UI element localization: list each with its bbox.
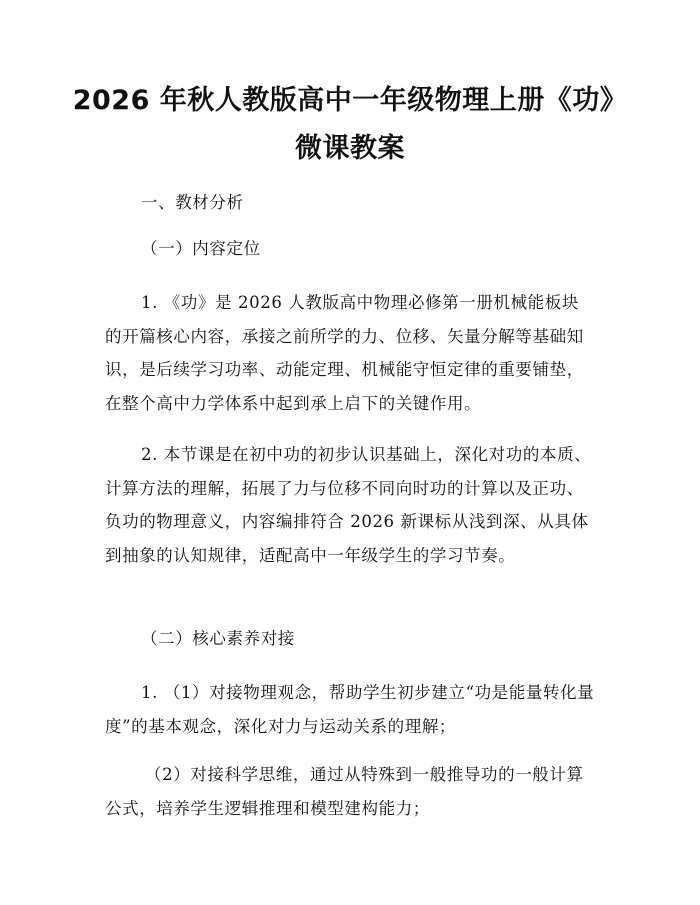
paragraph-content-positioning-2: 2. 本节课是在初中功的初步认识基础上，深化对功的本质、计算方法的理解，拓展了力与位移不同向时功的计算以及正功、负功的物理意义，内容编排符合 2026 新课标从浅到深、从具体到抽象的认知规律，适配高中一年级学生的学习节奏。 xyxy=(105,445,592,565)
subsection-heading-core-literacy: （二）核心素养对接 xyxy=(141,629,295,648)
subsection-heading-content-positioning: （一）内容定位 xyxy=(141,239,261,258)
document-title-line-1: 2026 年秋人教版高中一年级物理上册《功》 xyxy=(72,85,628,116)
paragraph-core-literacy-2: （2）对接科学思维，通过从特殊到一般推导功的一般计算公式，培养学生逻辑推理和模型建构能力； xyxy=(105,765,584,818)
document-title-line-2: 微课教案 xyxy=(295,133,405,164)
paragraph-content-positioning-1: 1. 《功》是 2026 人教版高中物理必修第一册机械能板块的开篇核心内容，承接之前所学的力、位移、矢量分解等基础知识，是后续学习功率、动能定理、机械能守恒定律的重要铺垫，在整个高中力学体系中起到承上启下的关键作用。 xyxy=(105,293,584,413)
section-heading-teaching-material-analysis: 一、教材分析 xyxy=(141,193,244,212)
paragraph-core-literacy-1: 1. （1）对接物理观念，帮助学生初步建立“功是能量转化量度”的基本观念，深化对力与运动关系的理解； xyxy=(105,683,595,736)
